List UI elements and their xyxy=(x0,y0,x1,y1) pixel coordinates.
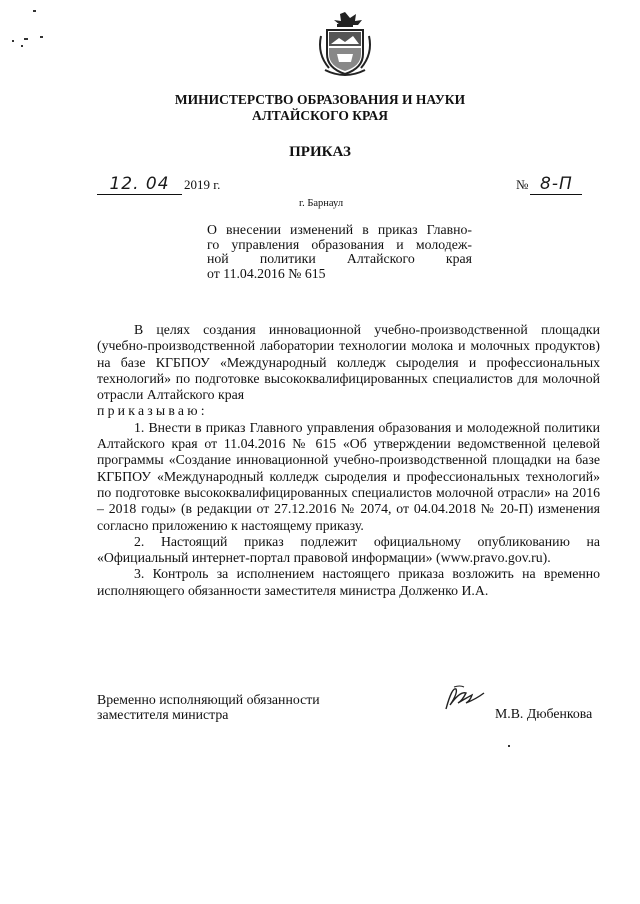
ministry-name-line2: АЛТАЙСКОГО КРАЯ xyxy=(251,108,389,123)
signatory-position xyxy=(97,692,320,722)
scan-speck xyxy=(33,10,36,12)
handwritten-date: 12. 04 xyxy=(97,174,182,195)
scan-speck xyxy=(40,36,43,38)
handwritten-number: 8-П xyxy=(530,174,582,195)
subject-line: ной политики Алтайского края xyxy=(207,251,472,266)
order-item-1: 1. Внести в приказ Главного управления образования и молодежной политики Алтайского края от 11.04.2016 № 615 «Об утверждении ведомственной целевой программы «Создание инновационной учебно-производственной площадки на базе КГБПОУ «Международный колледж сыроделия и профессиональных технологий» по подготовке высококвалифицированных специалистов молочной отрасли» на 2016 – 2018 годы» (в редакции от 27.12.2016 № 2074, от 04.04.2018 № 20-П) изменения согласно приложению к настоящему приказу. xyxy=(97,419,600,533)
signatory-name: М.В. Дюбенкова xyxy=(495,706,593,721)
order-year: 2019 г. xyxy=(184,177,221,192)
preamble-paragraph: В целях создания инновационной учебно-производственной площадки (учебно-производственной лаборатории технологии молока и молочных продуктов) на базе КГБПОУ «Международный колледж сыроделия и профессиональных технологий» по подготовке высококвалифицированных специалистов для молочной отрасли Алтайского края xyxy=(97,322,600,403)
order-item-3: 3. Контроль за исполнением настоящего приказа возложить на временно исполняющего обязанности заместителя министра Долженко И.А. xyxy=(97,566,600,598)
subject-line: О внесении изменений в приказ Главно- xyxy=(207,222,472,237)
document-type: ПРИКАЗ xyxy=(289,144,351,160)
scan-speck xyxy=(12,40,14,42)
position-line-1: Временно исполняющий обязанности xyxy=(97,692,320,707)
scan-speck xyxy=(508,745,510,747)
position-line-2: заместителя министра xyxy=(97,707,229,722)
subject-line: от 11.04.2016 № 615 xyxy=(207,265,326,281)
ministry-name-line1: МИНИСТЕРСТВО ОБРАЗОВАНИЯ И НАУКИ xyxy=(174,92,466,107)
altai-krai-coat-of-arms-icon xyxy=(315,10,375,78)
scan-speck xyxy=(21,45,23,47)
order-body xyxy=(97,322,600,599)
number-prefix: № xyxy=(516,177,529,192)
scan-speck xyxy=(24,38,28,40)
order-number xyxy=(516,174,582,195)
handwritten-signature-icon xyxy=(440,683,492,713)
order-subject xyxy=(207,223,472,281)
subject-line: го управления образования и молодеж- xyxy=(207,236,472,252)
city: г. Барнаул xyxy=(299,198,344,209)
order-word: приказываю: xyxy=(97,403,208,419)
order-date xyxy=(97,174,220,195)
order-item-2: 2. Настоящий приказ подлежит официальному опубликованию на «Официальный интернет-портал правовой информации» (www.pravo.gov.ru). xyxy=(97,533,600,566)
